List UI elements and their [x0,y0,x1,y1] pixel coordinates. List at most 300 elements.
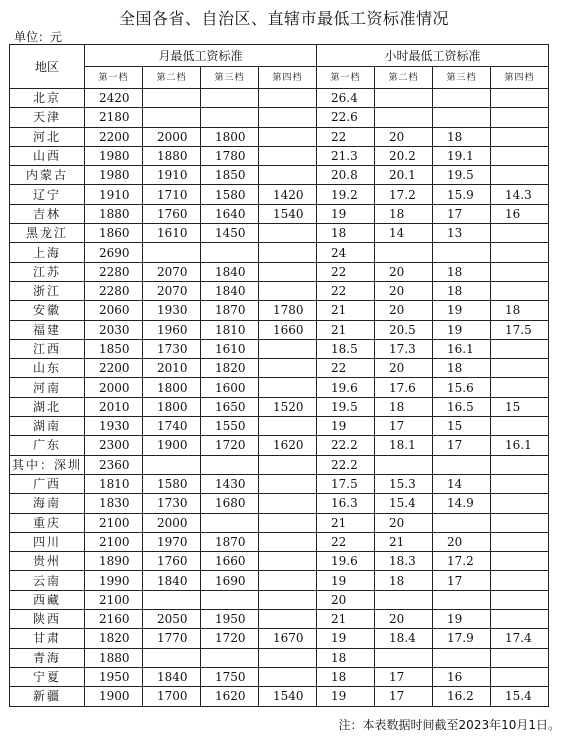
monthly-tier-2-cell [143,108,201,127]
monthly-tier-1-cell: 1810 [85,474,143,493]
hourly-tier-2-cell: 17.3 [375,339,433,358]
hourly-tier-2-cell: 20 [375,513,433,532]
hourly-tier-3-cell: 16.1 [433,339,491,358]
hourly-tier-2-cell: 20 [375,262,433,281]
table-row [10,513,549,532]
monthly-tier-3-cell [201,108,259,127]
monthly-tier-2-cell: 1840 [143,667,201,686]
table-row [10,262,549,281]
region-cell: 云南 [10,571,85,590]
hourly-tier-2-cell: 17.2 [375,185,433,204]
monthly-tier-4-cell: 1670 [259,629,317,648]
monthly-tier-1-cell: 2100 [85,590,143,609]
hourly-tier-2-cell [375,89,433,108]
header-monthly: 月最低工资标准 [85,45,317,67]
min-wage-table [9,44,549,707]
monthly-tier-3-cell [201,455,259,474]
table-row [10,552,549,571]
monthly-tier-2-cell: 2010 [143,359,201,378]
hourly-tier-1-cell: 18 [317,224,375,243]
hourly-tier-4-cell: 18 [491,301,549,320]
monthly-tier-3-cell [201,513,259,532]
hourly-tier-4-cell [491,127,549,146]
table-row [10,320,549,339]
table-row [10,397,549,416]
unit-label: 单位：元 [14,30,63,44]
monthly-tier-3-cell: 1870 [201,532,259,551]
hourly-tier-1-cell: 22 [317,359,375,378]
hourly-tier-4-cell: 17.4 [491,629,549,648]
table-row [10,417,549,436]
hourly-tier-3-cell: 13 [433,224,491,243]
hourly-tier-4-cell: 15 [491,397,549,416]
monthly-tier-4-cell [259,243,317,262]
hourly-tier-2-cell: 17 [375,687,433,706]
region-cell: 浙江 [10,281,85,300]
monthly-tier-1-cell: 2180 [85,108,143,127]
region-cell: 山东 [10,359,85,378]
hourly-tier-4-cell [491,89,549,108]
monthly-tier-4-cell [259,417,317,436]
monthly-tier-3-cell [201,89,259,108]
hourly-tier-2-cell [375,590,433,609]
hourly-tier-1-cell: 22.2 [317,436,375,455]
monthly-tier-4-cell [259,281,317,300]
table-row [10,667,549,686]
hourly-tier-3-cell [433,89,491,108]
monthly-tier-2-cell: 2050 [143,610,201,629]
table-row [10,436,549,455]
hourly-tier-1-cell: 19 [317,629,375,648]
hourly-tier-3-cell: 19.1 [433,146,491,165]
monthly-tier-2-cell: 1970 [143,532,201,551]
monthly-tier-1-cell: 2160 [85,610,143,629]
hourly-tier-2-cell: 20.1 [375,166,433,185]
region-cell: 西藏 [10,590,85,609]
page-title: 全国各省、自治区、直辖市最低工资标准情况 [118,9,449,28]
monthly-tier-2-cell: 1770 [143,629,201,648]
hourly-tier-1-cell: 21 [317,320,375,339]
monthly-tier-4-cell [259,262,317,281]
monthly-tier-4-cell [259,648,317,667]
monthly-tier-3-cell: 1820 [201,359,259,378]
table-row [10,474,549,493]
monthly-tier-3-cell: 1640 [201,204,259,223]
table-row [10,610,549,629]
table-row [10,108,549,127]
region-cell: 宁夏 [10,667,85,686]
hourly-tier-1-cell: 22 [317,262,375,281]
hourly-tier-2-cell: 18 [375,204,433,223]
hourly-tier-2-cell [375,108,433,127]
hourly-tier-4-cell: 16 [491,204,549,223]
hourly-tier-4-cell [491,224,549,243]
header-monthly-tier-2: 第二档 [143,67,201,89]
monthly-tier-3-cell: 1610 [201,339,259,358]
table-row [10,359,549,378]
monthly-tier-4-cell [259,378,317,397]
hourly-tier-3-cell: 16.5 [433,397,491,416]
region-cell: 湖北 [10,397,85,416]
monthly-tier-1-cell: 1890 [85,552,143,571]
hourly-tier-4-cell [491,571,549,590]
hourly-tier-3-cell [433,455,491,474]
hourly-tier-2-cell: 20 [375,610,433,629]
hourly-tier-4-cell [491,243,549,262]
monthly-tier-2-cell: 2070 [143,262,201,281]
hourly-tier-2-cell: 20 [375,127,433,146]
header-hourly-tier-4: 第四档 [491,67,549,89]
table-row [10,243,549,262]
table-row [10,301,549,320]
hourly-tier-2-cell: 15.4 [375,494,433,513]
hourly-tier-1-cell: 19.6 [317,552,375,571]
hourly-tier-1-cell: 19 [317,687,375,706]
region-cell: 上海 [10,243,85,262]
monthly-tier-2-cell: 1760 [143,204,201,223]
hourly-tier-4-cell [491,262,549,281]
hourly-tier-3-cell: 16.2 [433,687,491,706]
hourly-tier-1-cell: 21 [317,301,375,320]
region-cell: 内蒙古 [10,166,85,185]
hourly-tier-3-cell: 17 [433,204,491,223]
monthly-tier-4-cell: 1520 [259,397,317,416]
hourly-tier-2-cell: 18.3 [375,552,433,571]
monthly-tier-3-cell: 1780 [201,146,259,165]
hourly-tier-3-cell [433,648,491,667]
region-cell: 安徽 [10,301,85,320]
hourly-tier-2-cell: 18.1 [375,436,433,455]
hourly-tier-3-cell: 17.2 [433,552,491,571]
monthly-tier-4-cell [259,532,317,551]
hourly-tier-1-cell: 22 [317,127,375,146]
table-row [10,89,549,108]
hourly-tier-3-cell: 17 [433,571,491,590]
monthly-tier-3-cell: 1580 [201,185,259,204]
monthly-tier-2-cell: 1960 [143,320,201,339]
table-row [10,339,549,358]
hourly-tier-3-cell: 18 [433,262,491,281]
monthly-tier-2-cell: 2070 [143,281,201,300]
monthly-tier-1-cell: 1990 [85,571,143,590]
region-cell: 其中：深圳 [10,455,85,474]
table-body [10,89,549,707]
region-cell: 福建 [10,320,85,339]
monthly-tier-2-cell [143,243,201,262]
table-row [10,455,549,474]
hourly-tier-1-cell: 21.3 [317,146,375,165]
monthly-tier-4-cell [259,667,317,686]
hourly-tier-3-cell [433,590,491,609]
region-cell: 河南 [10,378,85,397]
monthly-tier-1-cell: 2100 [85,532,143,551]
monthly-tier-4-cell: 1660 [259,320,317,339]
table-row [10,204,549,223]
region-cell: 四川 [10,532,85,551]
table-row [10,146,549,165]
monthly-tier-4-cell: 1420 [259,185,317,204]
hourly-tier-3-cell: 16 [433,667,491,686]
hourly-tier-3-cell: 18 [433,127,491,146]
hourly-tier-3-cell: 20 [433,532,491,551]
hourly-tier-4-cell [491,166,549,185]
header-hourly-tier-2: 第二档 [375,67,433,89]
region-cell: 海南 [10,494,85,513]
monthly-tier-4-cell [259,359,317,378]
hourly-tier-4-cell [491,494,549,513]
monthly-tier-3-cell: 1620 [201,687,259,706]
region-cell: 广西 [10,474,85,493]
monthly-tier-1-cell: 1980 [85,166,143,185]
header-monthly-tier-1: 第一档 [85,67,143,89]
hourly-tier-4-cell [491,339,549,358]
hourly-tier-4-cell: 16.1 [491,436,549,455]
hourly-tier-4-cell [491,417,549,436]
table-row [10,281,549,300]
hourly-tier-1-cell: 22.2 [317,455,375,474]
hourly-tier-4-cell [491,108,549,127]
monthly-tier-4-cell: 1620 [259,436,317,455]
header-monthly-tier-4: 第四档 [259,67,317,89]
hourly-tier-2-cell: 20 [375,281,433,300]
hourly-tier-1-cell: 19.5 [317,397,375,416]
monthly-tier-3-cell: 1750 [201,667,259,686]
monthly-tier-2-cell: 1900 [143,436,201,455]
hourly-tier-3-cell: 17.9 [433,629,491,648]
hourly-tier-1-cell: 22 [317,532,375,551]
monthly-tier-1-cell: 2690 [85,243,143,262]
hourly-tier-4-cell: 14.3 [491,185,549,204]
region-cell: 山西 [10,146,85,165]
monthly-tier-1-cell: 2360 [85,455,143,474]
monthly-tier-4-cell: 1780 [259,301,317,320]
header-hourly-tier-3: 第三档 [433,67,491,89]
region-cell: 河北 [10,127,85,146]
monthly-tier-2-cell: 1880 [143,146,201,165]
monthly-tier-1-cell: 2200 [85,127,143,146]
monthly-tier-3-cell: 1720 [201,436,259,455]
monthly-tier-2-cell [143,455,201,474]
hourly-tier-3-cell: 15.6 [433,378,491,397]
region-cell: 贵州 [10,552,85,571]
region-cell: 北京 [10,89,85,108]
hourly-tier-4-cell: 15.4 [491,687,549,706]
hourly-tier-4-cell [491,359,549,378]
hourly-tier-2-cell: 18 [375,397,433,416]
table-row [10,494,549,513]
header-region: 地区 [10,45,85,89]
monthly-tier-1-cell: 2280 [85,262,143,281]
monthly-tier-3-cell: 1800 [201,127,259,146]
monthly-tier-2-cell: 1580 [143,474,201,493]
monthly-tier-1-cell: 2420 [85,89,143,108]
monthly-tier-1-cell: 1880 [85,648,143,667]
header-monthly-tier-3: 第三档 [201,67,259,89]
monthly-tier-1-cell: 2030 [85,320,143,339]
hourly-tier-1-cell: 19.2 [317,185,375,204]
region-cell: 江西 [10,339,85,358]
hourly-tier-3-cell: 19 [433,301,491,320]
hourly-tier-1-cell: 24 [317,243,375,262]
region-cell: 甘肃 [10,629,85,648]
header-hourly: 小时最低工资标准 [317,45,549,67]
table-row [10,532,549,551]
hourly-tier-2-cell: 18 [375,571,433,590]
region-cell: 青海 [10,648,85,667]
hourly-tier-1-cell: 20 [317,590,375,609]
region-cell: 辽宁 [10,185,85,204]
monthly-tier-1-cell: 2060 [85,301,143,320]
table-row [10,571,549,590]
hourly-tier-1-cell: 18 [317,648,375,667]
monthly-tier-1-cell: 1850 [85,339,143,358]
monthly-tier-4-cell [259,513,317,532]
hourly-tier-1-cell: 20.8 [317,166,375,185]
hourly-tier-1-cell: 18 [317,667,375,686]
monthly-tier-4-cell: 1540 [259,204,317,223]
monthly-tier-4-cell [259,108,317,127]
region-cell: 黑龙江 [10,224,85,243]
hourly-tier-2-cell: 18.4 [375,629,433,648]
monthly-tier-1-cell: 2200 [85,359,143,378]
hourly-tier-3-cell: 19.5 [433,166,491,185]
monthly-tier-4-cell [259,474,317,493]
monthly-tier-4-cell [259,166,317,185]
table-row [10,166,549,185]
table-row [10,648,549,667]
header-hourly-tier-1: 第一档 [317,67,375,89]
hourly-tier-1-cell: 26.4 [317,89,375,108]
hourly-tier-3-cell: 18 [433,281,491,300]
table-row [10,224,549,243]
hourly-tier-2-cell: 20.5 [375,320,433,339]
monthly-tier-1-cell: 1950 [85,667,143,686]
hourly-tier-4-cell [491,552,549,571]
monthly-tier-2-cell: 1610 [143,224,201,243]
monthly-tier-3-cell: 1840 [201,281,259,300]
monthly-tier-3-cell: 1430 [201,474,259,493]
hourly-tier-2-cell: 20 [375,359,433,378]
monthly-tier-3-cell: 1660 [201,552,259,571]
monthly-tier-2-cell: 1930 [143,301,201,320]
monthly-tier-2-cell: 1730 [143,339,201,358]
table-row [10,590,549,609]
monthly-tier-4-cell [259,610,317,629]
hourly-tier-1-cell: 22 [317,281,375,300]
hourly-tier-3-cell [433,243,491,262]
hourly-tier-1-cell: 16.3 [317,494,375,513]
hourly-tier-3-cell: 17 [433,436,491,455]
monthly-tier-3-cell: 1690 [201,571,259,590]
table-row [10,378,549,397]
region-cell: 吉林 [10,204,85,223]
hourly-tier-1-cell: 19 [317,571,375,590]
hourly-tier-3-cell: 15.9 [433,185,491,204]
hourly-tier-1-cell: 17.5 [317,474,375,493]
region-cell: 重庆 [10,513,85,532]
footnote: 注：本表数据时间截至2023年10月1日。 [338,718,560,732]
monthly-tier-2-cell: 1800 [143,378,201,397]
monthly-tier-3-cell [201,590,259,609]
hourly-tier-1-cell: 21 [317,610,375,629]
monthly-tier-3-cell: 1950 [201,610,259,629]
hourly-tier-2-cell [375,455,433,474]
monthly-tier-2-cell [143,590,201,609]
hourly-tier-4-cell: 17.5 [491,320,549,339]
hourly-tier-1-cell: 19 [317,204,375,223]
monthly-tier-2-cell: 1760 [143,552,201,571]
monthly-tier-4-cell [259,455,317,474]
monthly-tier-2-cell: 1800 [143,397,201,416]
monthly-tier-1-cell: 2100 [85,513,143,532]
hourly-tier-2-cell: 17 [375,417,433,436]
region-cell: 新疆 [10,687,85,706]
hourly-tier-4-cell [491,532,549,551]
monthly-tier-4-cell [259,552,317,571]
monthly-tier-4-cell: 1540 [259,687,317,706]
hourly-tier-2-cell: 20.2 [375,146,433,165]
monthly-tier-1-cell: 1980 [85,146,143,165]
hourly-tier-4-cell [491,648,549,667]
hourly-tier-4-cell [491,281,549,300]
monthly-tier-3-cell: 1600 [201,378,259,397]
hourly-tier-1-cell: 21 [317,513,375,532]
hourly-tier-2-cell: 17 [375,667,433,686]
hourly-tier-4-cell [491,455,549,474]
monthly-tier-2-cell: 1740 [143,417,201,436]
region-cell: 江苏 [10,262,85,281]
hourly-tier-1-cell: 18.5 [317,339,375,358]
hourly-tier-4-cell [491,378,549,397]
monthly-tier-2-cell: 1910 [143,166,201,185]
monthly-tier-3-cell: 1680 [201,494,259,513]
monthly-tier-3-cell: 1850 [201,166,259,185]
monthly-tier-3-cell: 1450 [201,224,259,243]
hourly-tier-2-cell: 20 [375,301,433,320]
monthly-tier-2-cell: 2000 [143,513,201,532]
region-cell: 湖南 [10,417,85,436]
hourly-tier-1-cell: 19 [317,417,375,436]
monthly-tier-4-cell [259,224,317,243]
monthly-tier-4-cell [259,127,317,146]
hourly-tier-4-cell [491,146,549,165]
monthly-tier-2-cell: 1710 [143,185,201,204]
monthly-tier-2-cell [143,89,201,108]
monthly-tier-1-cell: 1860 [85,224,143,243]
monthly-tier-2-cell: 1730 [143,494,201,513]
region-cell: 天津 [10,108,85,127]
monthly-tier-3-cell: 1870 [201,301,259,320]
hourly-tier-2-cell: 14 [375,224,433,243]
table-row [10,629,549,648]
monthly-tier-1-cell: 1830 [85,494,143,513]
monthly-tier-2-cell: 1840 [143,571,201,590]
monthly-tier-4-cell [259,590,317,609]
hourly-tier-3-cell [433,108,491,127]
hourly-tier-2-cell [375,648,433,667]
monthly-tier-1-cell: 1900 [85,687,143,706]
hourly-tier-2-cell [375,243,433,262]
table-row [10,127,549,146]
monthly-tier-2-cell [143,648,201,667]
monthly-tier-1-cell: 1910 [85,185,143,204]
hourly-tier-3-cell: 15 [433,417,491,436]
hourly-tier-4-cell [491,590,549,609]
monthly-tier-1-cell: 1930 [85,417,143,436]
hourly-tier-4-cell [491,610,549,629]
monthly-tier-1-cell: 2000 [85,378,143,397]
hourly-tier-3-cell [433,513,491,532]
